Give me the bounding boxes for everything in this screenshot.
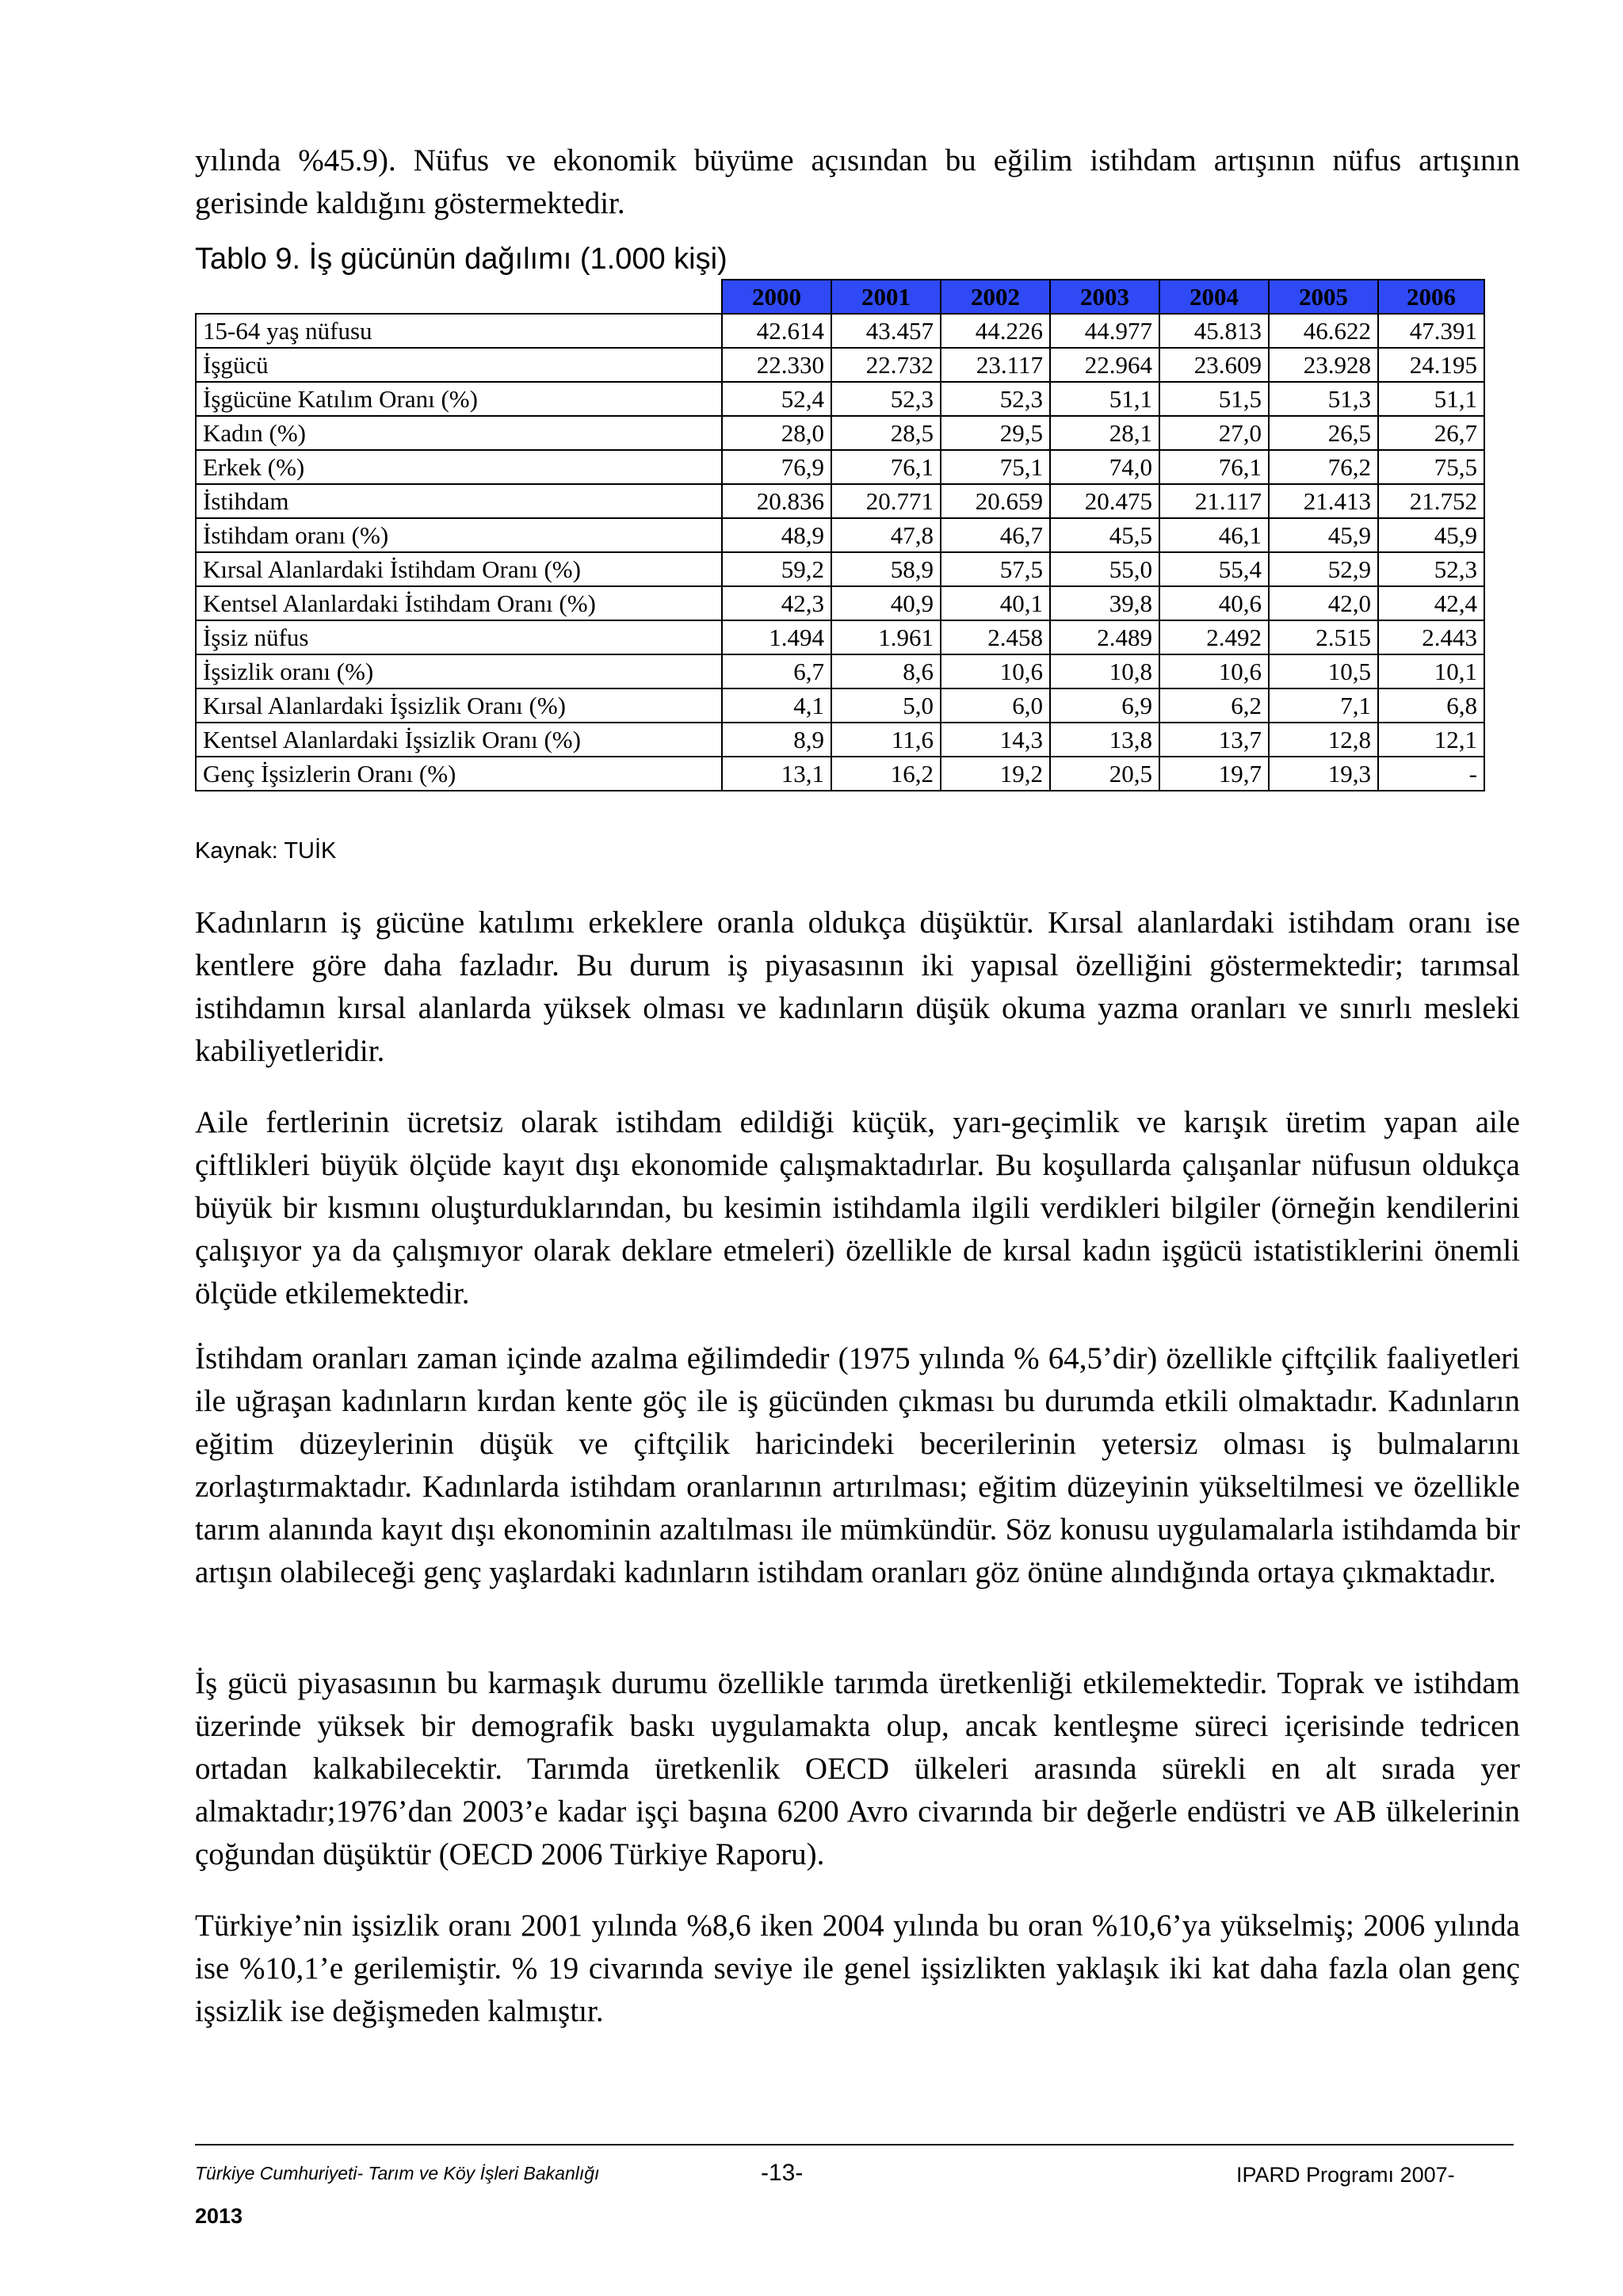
footer-program: IPARD Programı 2007-: [1236, 2163, 1455, 2187]
table-cell: 12,1: [1378, 723, 1484, 757]
table-cell: 21.752: [1378, 484, 1484, 518]
table-cell: 40,9: [831, 586, 941, 620]
table-cell: 45,5: [1050, 518, 1159, 552]
table-cell: 27,0: [1159, 416, 1269, 450]
footer-divider: [195, 2144, 1514, 2145]
year-header: 2005: [1269, 280, 1378, 314]
table-cell: 6,2: [1159, 688, 1269, 723]
row-label: İşsiz nüfus: [196, 620, 722, 654]
table-cell: 8,6: [831, 654, 941, 688]
table-cell: 20.836: [722, 484, 831, 518]
table-cell: 19,7: [1159, 757, 1269, 791]
table-source: Kaynak: TUİK: [195, 838, 337, 864]
table-row: [196, 484, 1484, 518]
table-cell: 19,3: [1269, 757, 1378, 791]
table-cell: 45,9: [1269, 518, 1378, 552]
table-cell: 6,7: [722, 654, 831, 688]
table-cell: 76,2: [1269, 450, 1378, 484]
table-cell: 12,8: [1269, 723, 1378, 757]
year-header: 2006: [1378, 280, 1484, 314]
table-cell: 44.226: [941, 314, 1050, 348]
table-cell: 22.330: [722, 348, 831, 382]
year-header: 2000: [722, 280, 831, 314]
table-cell: 47.391: [1378, 314, 1484, 348]
table-cell: 55,0: [1050, 552, 1159, 586]
footer-year: 2013: [195, 2204, 243, 2228]
table-cell: 52,9: [1269, 552, 1378, 586]
table-cell: 42,3: [722, 586, 831, 620]
row-label: İstihdam oranı (%): [196, 518, 722, 552]
row-label: İstihdam: [196, 484, 722, 518]
row-label: Kırsal Alanlardaki İşsizlik Oranı (%): [196, 688, 722, 723]
table-cell: 19,2: [941, 757, 1050, 791]
table-cell: 2.492: [1159, 620, 1269, 654]
table-row: [196, 723, 1484, 757]
table-cell: 46,1: [1159, 518, 1269, 552]
table-cell: 20.659: [941, 484, 1050, 518]
table-cell: 42,0: [1269, 586, 1378, 620]
table-cell: 76,1: [1159, 450, 1269, 484]
table-cell: 44.977: [1050, 314, 1159, 348]
table-cell: 13,8: [1050, 723, 1159, 757]
table-cell: 2.443: [1378, 620, 1484, 654]
table-cell: 51,5: [1159, 382, 1269, 416]
table-cell: 59,2: [722, 552, 831, 586]
year-header: 2002: [941, 280, 1050, 314]
table-cell: 74,0: [1050, 450, 1159, 484]
table-cell: 26,5: [1269, 416, 1378, 450]
table-cell: 52,3: [1378, 552, 1484, 586]
table-cell: 13,7: [1159, 723, 1269, 757]
table-cell: 10,6: [941, 654, 1050, 688]
table-cell: 42.614: [722, 314, 831, 348]
table-cell: 51,1: [1050, 382, 1159, 416]
table-row: [196, 416, 1484, 450]
table-cell: 6,0: [941, 688, 1050, 723]
table-cell: 55,4: [1159, 552, 1269, 586]
row-label: Kadın (%): [196, 416, 722, 450]
table-row: [196, 654, 1484, 688]
year-header: 2003: [1050, 280, 1159, 314]
table-cell: 20,5: [1050, 757, 1159, 791]
table-cell: 22.732: [831, 348, 941, 382]
table-cell: 2.489: [1050, 620, 1159, 654]
labour-force-table: [195, 279, 1485, 791]
table-cell: 8,9: [722, 723, 831, 757]
table-cell: 10,6: [1159, 654, 1269, 688]
table-body: [196, 314, 1484, 791]
table-cell: 45,9: [1378, 518, 1484, 552]
table-row: [196, 757, 1484, 791]
table-cell: 42,4: [1378, 586, 1484, 620]
row-label: Kırsal Alanlardaki İstihdam Oranı (%): [196, 552, 722, 586]
table-cell: 76,1: [831, 450, 941, 484]
table-cell: 24.195: [1378, 348, 1484, 382]
table-cell: 57,5: [941, 552, 1050, 586]
table-row: [196, 450, 1484, 484]
table-cell: 45.813: [1159, 314, 1269, 348]
intro-paragraph: yılında %45.9). Nüfus ve ekonomik büyüme açısından bu eğilim istihdam artışının nüfus artışının gerisinde kaldığını göstermektedir.: [195, 143, 1520, 220]
table-row: [196, 314, 1484, 348]
table-cell: 20.771: [831, 484, 941, 518]
table-cell: 48,9: [722, 518, 831, 552]
table-cell: 6,9: [1050, 688, 1159, 723]
body-paragraph: İş gücü piyasasının bu karmaşık durumu özellikle tarımda üretkenliği etkilemektedir. Toprak ve istihdam üzerinde yüksek bir demografik baskı uygulamakta olup, ancak kentleşme süreci içerisinde tedricen ortadan kalkabilecektir. Tarımda üretkenlik OECD ülkeleri arasında sürekli en alt sırada yer almaktadır;1976’dan 2003’e kadar işçi başına 6200 Avro civarında bir değerle endüstri ve AB ülkelerinin çoğundan düşüktür (OECD 2006 Türkiye Raporu).: [195, 1666, 1520, 1871]
table-cell: 22.964: [1050, 348, 1159, 382]
table-cell: 75,1: [941, 450, 1050, 484]
table-cell: 21.413: [1269, 484, 1378, 518]
row-label: Kentsel Alanlardaki İstihdam Oranı (%): [196, 586, 722, 620]
table-cell: 40,1: [941, 586, 1050, 620]
year-header: 2001: [831, 280, 941, 314]
table-cell: 11,6: [831, 723, 941, 757]
table-cell: 52,4: [722, 382, 831, 416]
table-cell: 10,1: [1378, 654, 1484, 688]
table-cell: 28,0: [722, 416, 831, 450]
table-cell: 1.494: [722, 620, 831, 654]
table-cell: 7,1: [1269, 688, 1378, 723]
row-label: 15-64 yaş nüfusu: [196, 314, 722, 348]
table-row: [196, 586, 1484, 620]
table-cell: 28,1: [1050, 416, 1159, 450]
header-blank-cell: [196, 280, 722, 314]
table-cell: 2.515: [1269, 620, 1378, 654]
table-cell: 6,8: [1378, 688, 1484, 723]
table-cell: 51,3: [1269, 382, 1378, 416]
body-paragraph: İstihdam oranları zaman içinde azalma eğilimdedir (1975 yılında % 64,5’dir) özellikle çiftçilik faaliyetleri ile uğraşan kadınların kırdan kente göç ile iş gücünden çıkması bu durumda etkili olmaktadır. Kadınların eğitim düzeylerinin düşük ve çiftçilik haricindeki becerilerinin yetersiz olması iş bulmalarını zorlaştırmaktadır. Kadınlarda istihdam oranlarının artırılması; eğitim düzeyinin yükseltilmesi ve özellikle tarım alanında kayıt dışı ekonominin azaltılması ile mümkündür. Söz konusu uygulamalarla istihdamda bir artışın olabileceği genç yaşlardaki kadınların istihdam oranları göz önüne alındığında ortaya çıkmaktadır.: [195, 1341, 1520, 1589]
table-cell: 2.458: [941, 620, 1050, 654]
row-label: İşsizlik oranı (%): [196, 654, 722, 688]
table-cell: 23.117: [941, 348, 1050, 382]
table-row: [196, 620, 1484, 654]
table-cell: 1.961: [831, 620, 941, 654]
table-cell: 23.928: [1269, 348, 1378, 382]
table-cell: 10,5: [1269, 654, 1378, 688]
row-label: Kentsel Alanlardaki İşsizlik Oranı (%): [196, 723, 722, 757]
body-paragraph: Türkiye’nin işsizlik oranı 2001 yılında %8,6 iken 2004 yılında bu oran %10,6’ya yükselmiş; 2006 yılında ise %10,1’e gerilemiştir. % 19 civarında seviye ile genel işsizlikten yaklaşık iki kat daha fazla olan genç işsizlik ise değişmeden kalmıştır.: [195, 1909, 1520, 2028]
table-row: [196, 688, 1484, 723]
table-caption: Tablo 9. İş gücünün dağılımı (1.000 kişi): [195, 242, 727, 276]
table-cell: 40,6: [1159, 586, 1269, 620]
footer-ministry: Türkiye Cumhuriyeti- Tarım ve Köy İşleri Bakanlığı: [195, 2163, 600, 2183]
table-cell: 46.622: [1269, 314, 1378, 348]
row-label: İşgücü: [196, 348, 722, 382]
table-cell: 20.475: [1050, 484, 1159, 518]
body-paragraph: Aile fertlerinin ücretsiz olarak istihdam edildiği küçük, yarı-geçimlik ve karışık üretim yapan aile çiftlikleri büyük ölçüde kayıt dışı ekonomide çalışmaktadırlar. Bu koşullarda çalışanlar nüfusun oldukça büyük bir kısmını oluşturduklarından, bu kesimin istihdamla ilgili verdikleri bilgiler (örneğin kendilerini çalışıyor ya da çalışmıyor olarak deklare etmeleri) özellikle de kırsal kadın işgücü istatistiklerini önemli ölçüde etkilemektedir.: [195, 1105, 1520, 1310]
table-cell: 4,1: [722, 688, 831, 723]
table-cell: 28,5: [831, 416, 941, 450]
table-cell: 14,3: [941, 723, 1050, 757]
table-row: [196, 518, 1484, 552]
table-cell: 47,8: [831, 518, 941, 552]
body-paragraph: Kadınların iş gücüne katılımı erkeklere oranla oldukça düşüktür. Kırsal alanlardaki istihdam oranı ise kentlere göre daha fazladır. Bu durum iş piyasasının iki yapısal özelliğini göstermektedir; tarımsal istihdamın kırsal alanlarda yüksek olması ve kadınların düşük okuma yazma oranları ve sınırlı mesleki kabiliyetleridir.: [195, 906, 1520, 1068]
table-cell: 52,3: [941, 382, 1050, 416]
table-cell: 39,8: [1050, 586, 1159, 620]
table-cell: 43.457: [831, 314, 941, 348]
table-cell: 13,1: [722, 757, 831, 791]
table-cell: 51,1: [1378, 382, 1484, 416]
table-row: [196, 552, 1484, 586]
table-cell: 16,2: [831, 757, 941, 791]
table-cell: 76,9: [722, 450, 831, 484]
page-number: -13-: [761, 2160, 804, 2186]
table-cell: 10,8: [1050, 654, 1159, 688]
table-cell: 23.609: [1159, 348, 1269, 382]
table-cell: 75,5: [1378, 450, 1484, 484]
table-row: [196, 348, 1484, 382]
table-cell: 5,0: [831, 688, 941, 723]
table-cell: 21.117: [1159, 484, 1269, 518]
year-header: 2004: [1159, 280, 1269, 314]
table-cell: 26,7: [1378, 416, 1484, 450]
table-header-row: [196, 280, 1484, 314]
table-cell: 52,3: [831, 382, 941, 416]
row-label: Genç İşsizlerin Oranı (%): [196, 757, 722, 791]
table-cell: -: [1378, 757, 1484, 791]
table-cell: 46,7: [941, 518, 1050, 552]
table-row: [196, 382, 1484, 416]
row-label: İşgücüne Katılım Oranı (%): [196, 382, 722, 416]
row-label: Erkek (%): [196, 450, 722, 484]
table-cell: 29,5: [941, 416, 1050, 450]
table-cell: 58,9: [831, 552, 941, 586]
